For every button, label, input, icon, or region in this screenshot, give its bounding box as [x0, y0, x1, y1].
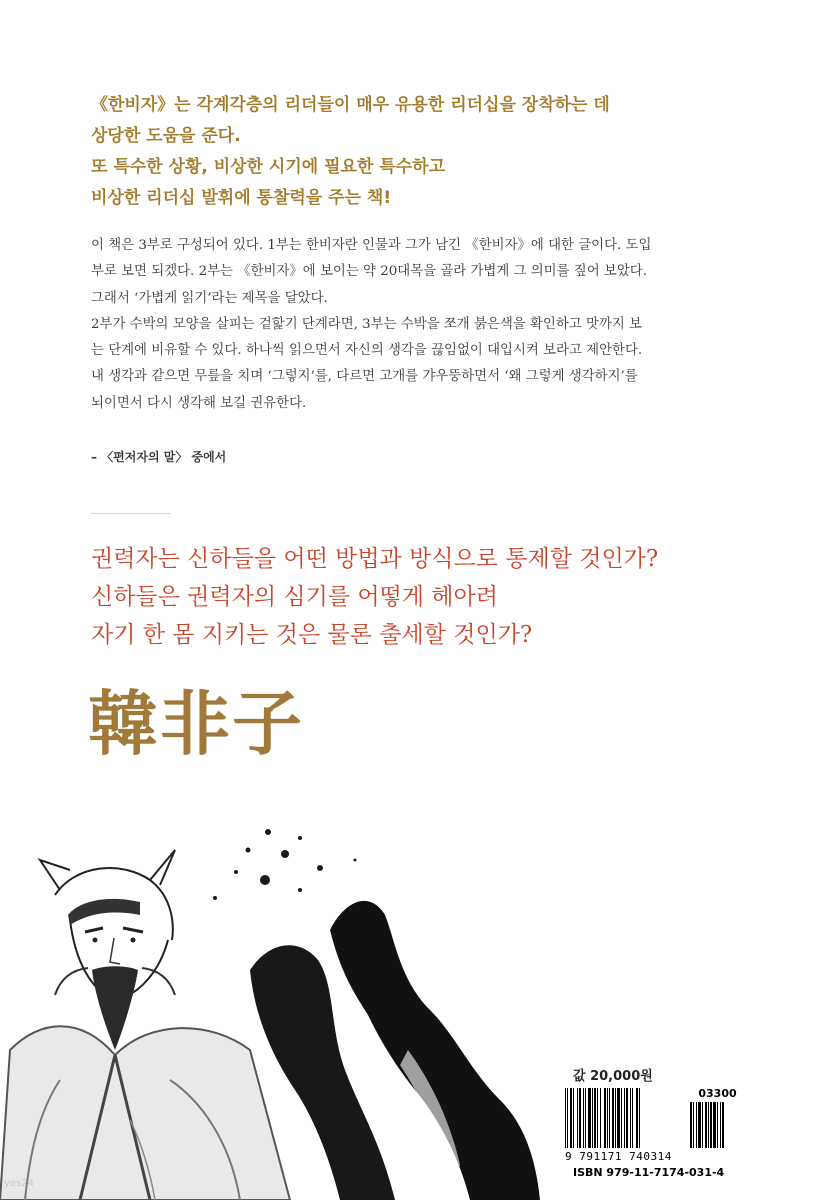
question-block: [91, 540, 771, 654]
ink-portrait-illustration: [0, 820, 540, 1200]
book-title-hanja: 韓非子: [88, 682, 304, 765]
body-line: 그래서 ‘가볍게 읽기’라는 제목을 달았다.: [91, 290, 328, 306]
body-line: 뇌이면서 다시 생각해 보길 권유한다.: [91, 395, 307, 411]
barcode-addon-bars: [690, 1102, 745, 1148]
question-line: 권력자는 신하들을 어떤 방법과 방식으로 통제할 것인가?: [91, 546, 659, 572]
barcode-addon-code: 03300: [698, 1087, 737, 1100]
intro-text: [91, 90, 731, 214]
isbn-number: ISBN 979-11-7174-031-4: [573, 1166, 725, 1179]
intro-line: 비상한 리더십 발휘에 통찰력을 주는 책!: [91, 188, 392, 208]
body-line: 이 책은 3부로 구성되어 있다. 1부는 한비자란 인물과 그가 남긴 《한비자》에 대한 글이다. 도입: [91, 238, 652, 253]
body-line: 부로 보면 되겠다. 2부는 《한비자》에 보이는 약 20대목을 골라 가볍게 그 의미를 짚어 보았다.: [91, 264, 647, 280]
body-paragraph: [91, 233, 741, 417]
barcode-gap: [640, 1088, 641, 1148]
body-line: 내 생각과 같으면 무릎을 치며 ‘그렇지’를, 다르면 고개를 갸우뚱하면서 ‘왜 그렇게 생각하지’를: [91, 369, 638, 385]
barcode-digits: 9 791171 740314: [565, 1150, 672, 1163]
barcode-main-bars: [565, 1088, 685, 1148]
barcode-gap: [724, 1102, 725, 1148]
source-attribution: – 〈편저자의 말〉 중에서: [91, 450, 227, 464]
section-divider: [91, 513, 171, 514]
intro-line: 또 특수한 상황, 비상한 시기에 필요한 특수하고: [91, 157, 445, 177]
price-label: 값 20,000원: [573, 1069, 653, 1084]
barcode-block: [565, 1088, 750, 1188]
intro-line: 《한비자》는 각계각층의 리더들이 매우 유용한 리더십을 장착하는 데: [91, 95, 610, 115]
question-line: 신하들은 권력자의 심기를 어떻게 헤아려: [91, 584, 498, 610]
body-line: 2부가 수박의 모양을 살피는 겉핥기 단계라면, 3부는 수박을 쪼개 붉은색을 확인하고 맛까지 보: [91, 316, 642, 332]
intro-line: 상당한 도움을 준다.: [91, 126, 241, 146]
body-line: 는 단계에 비유할 수 있다. 하나씩 읽으면서 자신의 생각을 끊임없이 대입시켜 보라고 제안한다.: [91, 343, 643, 359]
question-line: 자기 한 몸 지키는 것은 물론 출세할 것인가?: [91, 622, 533, 648]
watermark-text: yes24: [4, 1178, 35, 1189]
